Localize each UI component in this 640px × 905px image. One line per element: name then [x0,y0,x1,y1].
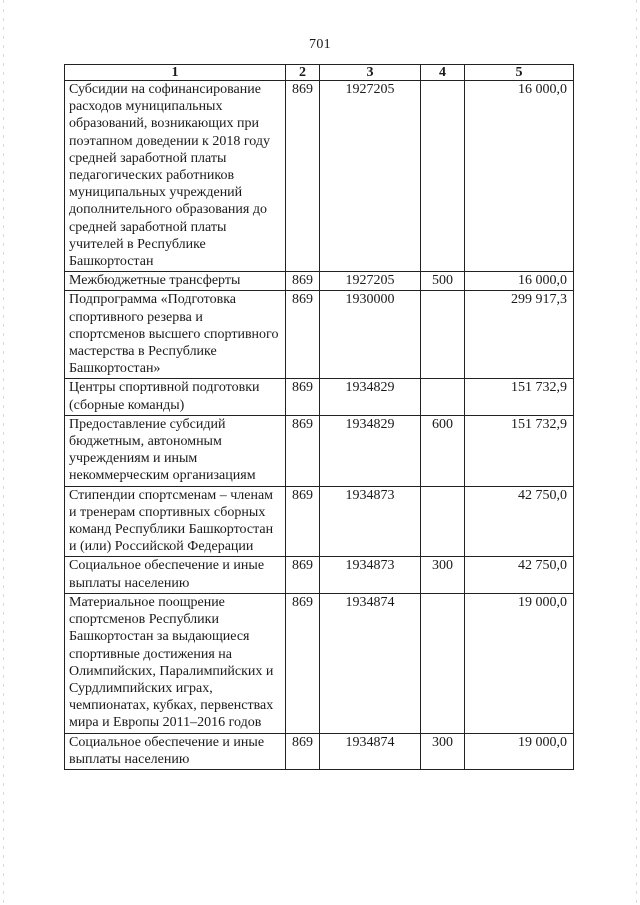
row-exp-type [421,486,465,557]
row-code: 1927205 [320,272,421,291]
row-exp-type [421,291,465,379]
row-code: 1934873 [320,486,421,557]
budget-table [64,64,574,770]
table-row [65,415,574,486]
row-amount: 16 000,0 [465,81,574,272]
row-name: Межбюджетные трансферты [65,272,286,291]
table-row [65,733,574,769]
header-col-name: 1 [65,65,286,81]
row-exp-type: 600 [421,415,465,486]
row-code: 1927205 [320,81,421,272]
row-name: Центры спортивной подготовки (сборные команды) [65,379,286,415]
row-admin: 869 [286,486,320,557]
table-row [65,379,574,415]
header-col-exp-type: 4 [421,65,465,81]
page-number: 701 [309,37,331,52]
row-admin: 869 [286,291,320,379]
table-row [65,272,574,291]
left-scan-edge [3,0,4,905]
header-row [65,65,574,81]
table-row [65,557,574,593]
header-col-code: 3 [320,65,421,81]
row-exp-type: 300 [421,733,465,769]
row-exp-type [421,593,465,733]
row-name: Стипендии спортсменам – членам и тренерам спортивных сборных команд Республики Башкортостан и (или) Российской Федерации [65,486,286,557]
row-name: Субсидии на софинансирование расходов муниципальных образований, возникающих при поэтапном доведении к 2018 году средней заработной платы педагогических работников муниципальных учреждений дополнительного образования до средней заработной платы учителей в Республике Башкортостан [65,81,286,272]
row-exp-type [421,379,465,415]
row-exp-type: 300 [421,557,465,593]
row-admin: 869 [286,593,320,733]
right-scan-edge [636,0,637,905]
row-admin: 869 [286,272,320,291]
table-row [65,486,574,557]
row-admin: 869 [286,557,320,593]
row-name: Социальное обеспечение и иные выплаты населению [65,557,286,593]
row-name: Материальное поощрение спортсменов Республики Башкортостан за выдающиеся спортивные достижения на Олимпийских, Паралимпийских и Сурдлимпийских играх, чемпионатах, кубках, первенствах мира и Европы 2011–2016 годов [65,593,286,733]
row-name: Подпрограмма «Подготовка спортивного резерва и спортсменов высшего спортивного мастерства в Республике Башкортостан» [65,291,286,379]
table-row [65,291,574,379]
row-amount: 42 750,0 [465,486,574,557]
row-name: Предоставление субсидий бюджетным, автономным учреждениям и иным некоммерческим организациям [65,415,286,486]
row-admin: 869 [286,415,320,486]
row-amount: 151 732,9 [465,415,574,486]
row-admin: 869 [286,379,320,415]
row-exp-type: 500 [421,272,465,291]
row-code: 1934829 [320,379,421,415]
row-amount: 151 732,9 [465,379,574,415]
row-name: Социальное обеспечение и иные выплаты населению [65,733,286,769]
row-amount: 42 750,0 [465,557,574,593]
header-col-amount: 5 [465,65,574,81]
row-code: 1930000 [320,291,421,379]
row-code: 1934874 [320,733,421,769]
row-amount: 299 917,3 [465,291,574,379]
row-code: 1934829 [320,415,421,486]
row-exp-type [421,81,465,272]
row-amount: 19 000,0 [465,593,574,733]
row-admin: 869 [286,81,320,272]
row-amount: 19 000,0 [465,733,574,769]
table-row [65,81,574,272]
header-col-admin: 2 [286,65,320,81]
row-admin: 869 [286,733,320,769]
row-code: 1934873 [320,557,421,593]
table-row [65,593,574,733]
row-amount: 16 000,0 [465,272,574,291]
row-code: 1934874 [320,593,421,733]
